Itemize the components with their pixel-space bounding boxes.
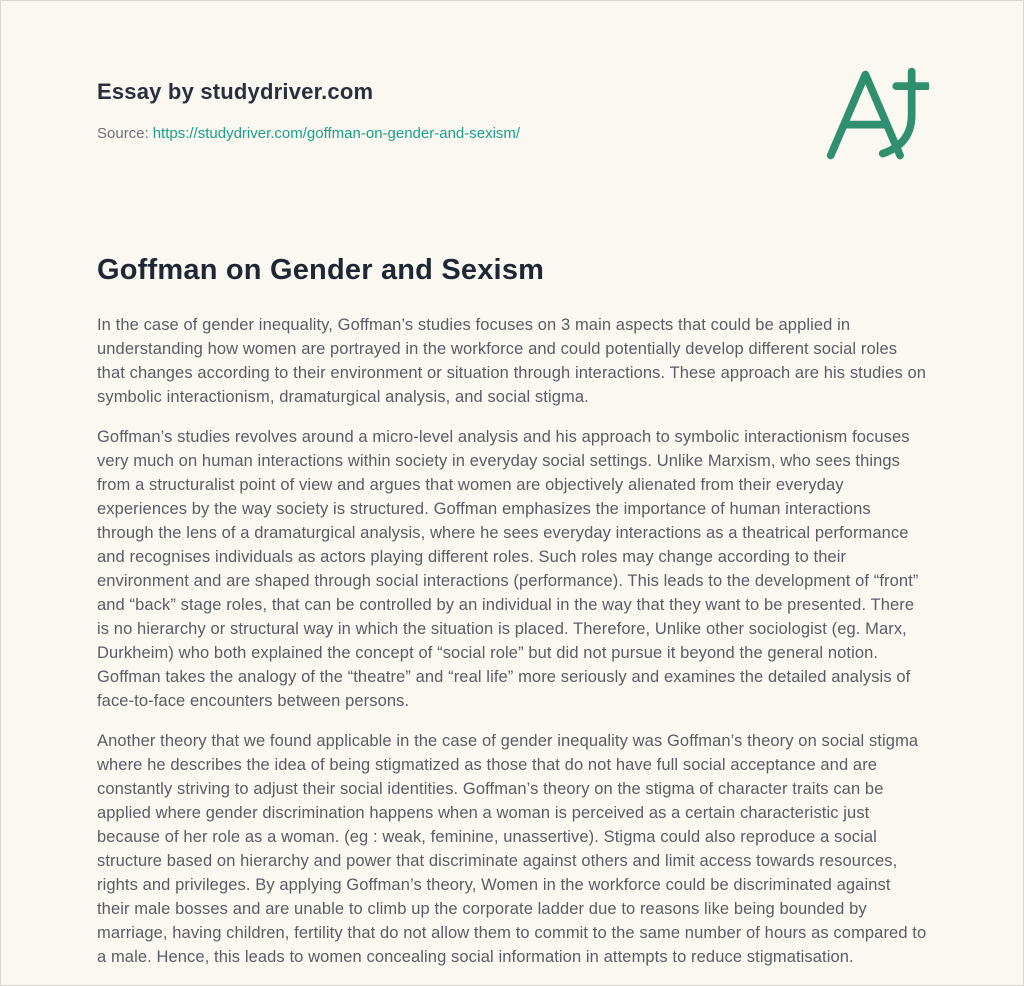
essay-paragraph: Another theory that we found applicable in the case of gender inequality was Goffman’s theory on social stigma where he describes the idea of being stigmatized as those that do not have full social acceptance and are constantly striving to adjust their social identities. Goffman’s theory on the stigma of character traits can be applied where gender discrimination happens when a woman is perceived as a certain characteristic just because of her role as a woman. (eg : weak, feminine, unassertive). Stigma could also reproduce a social structure based on hierarchy and power that discriminate against others and limit access towards resources, rights and privileges. By applying Goffman’s theory, Women in the workforce could be discriminated against their male bosses and are unable to climb up the corporate ladder due to reasons like being bounded by marriage, having children, fertility that do not allow them to commit to the same number of hours as compared to a male. Hence, this leads to women concealing social information in attempts to reduce stigmatisation. — [97, 732, 927, 966]
essay-title: Goffman on Gender and Sexism — [97, 254, 545, 286]
source-line — [97, 125, 927, 142]
studydriver-logo-icon — [823, 67, 929, 163]
source-url-link[interactable]: https://studydriver.com/goffman-on-gender-and-sexism/ — [152, 125, 521, 142]
essay-paragraph: Goffman’s studies revolves around a micro-level analysis and his approach to symbolic interactionism focuses very much on human interactions within society in everyday social settings. Unlike Marxism, who sees things from a structuralist point of view and argues that women are objectively alienated from their everyday experiences by the way society is structured. Goffman emphasizes the importance of human interactions through the lens of a dramaturgical analysis, where he sees everyday interactions as a theatrical performance and recognises individuals as actors playing different roles. Such roles may change according to their environment and are shaped through social interactions (performance). This leads to the development of “front” and “back” stage roles, that can be controlled by an individual in the way that they want to be presented. There is no hierarchy or structural way in which the situation is placed. Therefore, Unlike other sociologist (eg. Marx, Durkheim) who both explained the concept of “social role” but did not pursue it beyond the general notion. Goffman takes the analogy of the “theatre” and “real life” more seriously and examines the detailed analysis of face-to-face encounters between persons. — [97, 428, 919, 710]
source-label: Source: — [97, 125, 149, 142]
essay-paragraph: In the case of gender inequality, Goffman’s studies focuses on 3 main aspects that could be applied in understanding how women are portrayed in the workforce and could potentially develop different social roles that changes according to their environment or situation through interactions. These approach are his studies on symbolic interactionism, dramaturgical analysis, and social stigma. — [97, 316, 927, 406]
essay-byline: Essay by studydriver.com — [97, 79, 374, 104]
